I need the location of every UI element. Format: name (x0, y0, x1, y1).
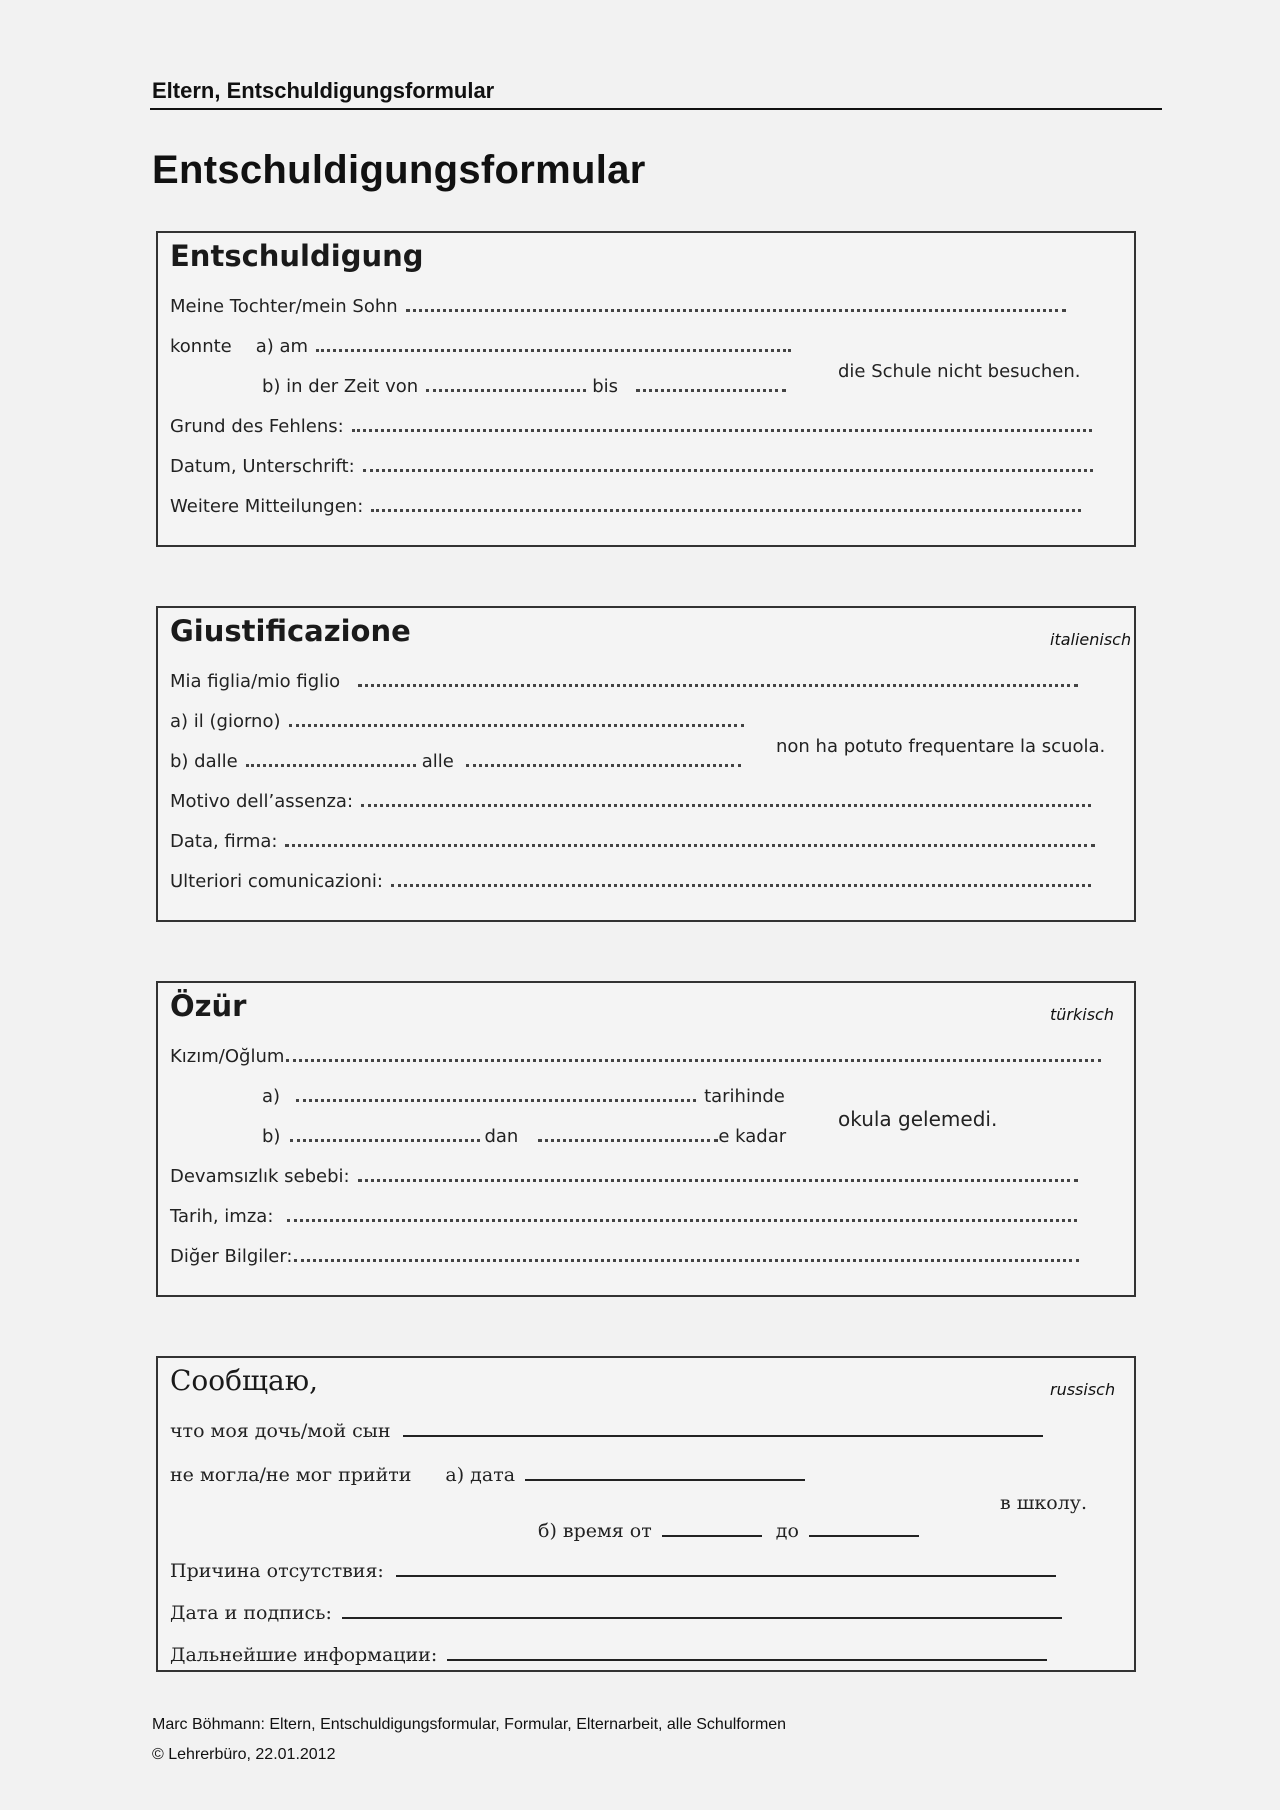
form-turkish (156, 981, 1136, 1297)
date-row (170, 710, 744, 736)
signature-label: Дата и подпись: (170, 1602, 332, 1624)
notes-row (170, 1245, 1079, 1271)
notes-label: Дальнейшие информации: (170, 1644, 438, 1666)
form-italian (156, 606, 1136, 922)
notes-field[interactable] (391, 870, 1091, 887)
form-title: Сообщаю, (170, 1364, 318, 1397)
period-from-field[interactable] (662, 1523, 762, 1537)
reason-label: Motivo dell’assenza: (170, 791, 354, 812)
period-to-field[interactable] (466, 750, 741, 767)
child-label: что моя дочь/мой сын (170, 1420, 391, 1442)
date-label: a) (262, 1086, 281, 1107)
form-title: Giustificazione (170, 614, 411, 648)
period-row (170, 750, 741, 776)
period-from-field[interactable] (426, 375, 586, 392)
reason-row (170, 1165, 1078, 1191)
notes-label: Diğer Bilgiler: (170, 1246, 293, 1267)
period-from-field[interactable] (290, 1125, 480, 1142)
child-row (170, 1045, 1101, 1071)
period-to-field[interactable] (809, 1523, 919, 1537)
period-to-field[interactable] (538, 1125, 718, 1142)
period-to-label: до (775, 1520, 799, 1542)
period-row (262, 375, 786, 401)
signature-field[interactable] (287, 1205, 1077, 1222)
child-label: Kızım/Oğlum (170, 1046, 285, 1067)
form-title: Entschuldigung (170, 239, 424, 273)
reason-row (170, 790, 1091, 816)
reason-row (170, 415, 1092, 441)
notes-row (170, 495, 1081, 521)
reason-label: Причина отсутствия: (170, 1560, 384, 1582)
reason-label: Devamsızlık sebebi: (170, 1166, 350, 1187)
signature-label: Tarih, imza: (170, 1206, 274, 1227)
child-field[interactable] (286, 1045, 1101, 1062)
form-title: Özür (170, 989, 247, 1023)
signature-field[interactable] (285, 830, 1095, 847)
child-field[interactable] (358, 670, 1078, 687)
reason-field[interactable] (358, 1165, 1078, 1182)
date-label: a) am (255, 336, 309, 357)
language-note: russisch (1050, 1380, 1116, 1399)
signature-field[interactable] (342, 1605, 1062, 1619)
page-title: Entschuldigungsformular (152, 148, 646, 192)
reason-field[interactable] (352, 415, 1092, 432)
notes-row (170, 870, 1091, 896)
period-to-field[interactable] (636, 375, 786, 392)
child-row (170, 295, 1066, 321)
period-label: б) время от (538, 1520, 652, 1542)
date-field[interactable] (316, 335, 791, 352)
child-row (170, 1420, 1043, 1446)
child-field[interactable] (403, 1423, 1043, 1437)
reason-label: Grund des Fehlens: (170, 416, 344, 437)
form-german (156, 231, 1136, 547)
period-label: b) dalle (170, 751, 238, 772)
header-title: Eltern, Entschuldigungsformular (152, 78, 495, 103)
signature-row (170, 830, 1095, 856)
reason-field[interactable] (361, 790, 1091, 807)
form-russian (156, 1356, 1136, 1672)
date-label: a) il (giorno) (170, 711, 281, 732)
could-label: не могла/не мог прийти (170, 1464, 412, 1486)
notes-label: Weitere Mitteilungen: (170, 496, 364, 517)
signature-label: Data, firma: (170, 831, 278, 852)
period-from-field[interactable] (246, 750, 416, 767)
result-text: в школу. (1000, 1492, 1088, 1514)
date-label: а) дата (445, 1464, 516, 1486)
period-to-label: alle (421, 751, 454, 772)
period-label: b) in der Zeit von (262, 376, 419, 397)
period-from-suffix: dan (484, 1126, 519, 1147)
language-note: türkisch (1050, 1005, 1114, 1024)
result-text: okula gelemedi. (838, 1107, 998, 1131)
notes-field[interactable] (371, 495, 1081, 512)
child-field[interactable] (406, 295, 1066, 312)
language-note: italienisch (1050, 630, 1132, 649)
footer-copyright: © Lehrerbüro, 22.01.2012 (152, 1746, 336, 1763)
header-divider (150, 108, 1162, 110)
notes-field[interactable] (294, 1245, 1079, 1262)
notes-field[interactable] (447, 1647, 1047, 1661)
result-text: die Schule nicht besuchen. (838, 361, 1081, 382)
date-field[interactable] (296, 1085, 696, 1102)
signature-label: Datum, Unterschrift: (170, 456, 355, 477)
signature-field[interactable] (363, 455, 1093, 472)
reason-row (170, 1560, 1056, 1586)
reason-field[interactable] (396, 1563, 1056, 1577)
child-label: Meine Tochter/mein Sohn (170, 296, 398, 317)
signature-row (170, 455, 1093, 481)
child-row (170, 670, 1078, 696)
date-row (170, 1464, 805, 1490)
footer-credit: Marc Böhmann: Eltern, Entschuldigungsformular, Formular, Elternarbeit, alle Schulformen (152, 1716, 787, 1733)
date-suffix: tarihinde (704, 1086, 785, 1107)
child-label: Mia figlia/mio figlio (170, 671, 341, 692)
signature-row (170, 1205, 1077, 1231)
period-label: b) (262, 1126, 281, 1147)
period-row (262, 1125, 786, 1151)
date-row (262, 1085, 785, 1111)
period-row (538, 1520, 919, 1546)
notes-label: Ulteriori comunicazioni: (170, 871, 383, 892)
date-row (170, 335, 791, 361)
signature-row (170, 1602, 1062, 1628)
result-text: non ha potuto frequentare la scuola. (776, 736, 1106, 757)
date-field[interactable] (289, 710, 744, 727)
notes-row (170, 1644, 1047, 1670)
could-label: konnte (170, 336, 232, 357)
period-to-suffix: e kadar (718, 1126, 787, 1147)
date-field[interactable] (525, 1467, 805, 1481)
period-to-label: bis (592, 376, 618, 397)
